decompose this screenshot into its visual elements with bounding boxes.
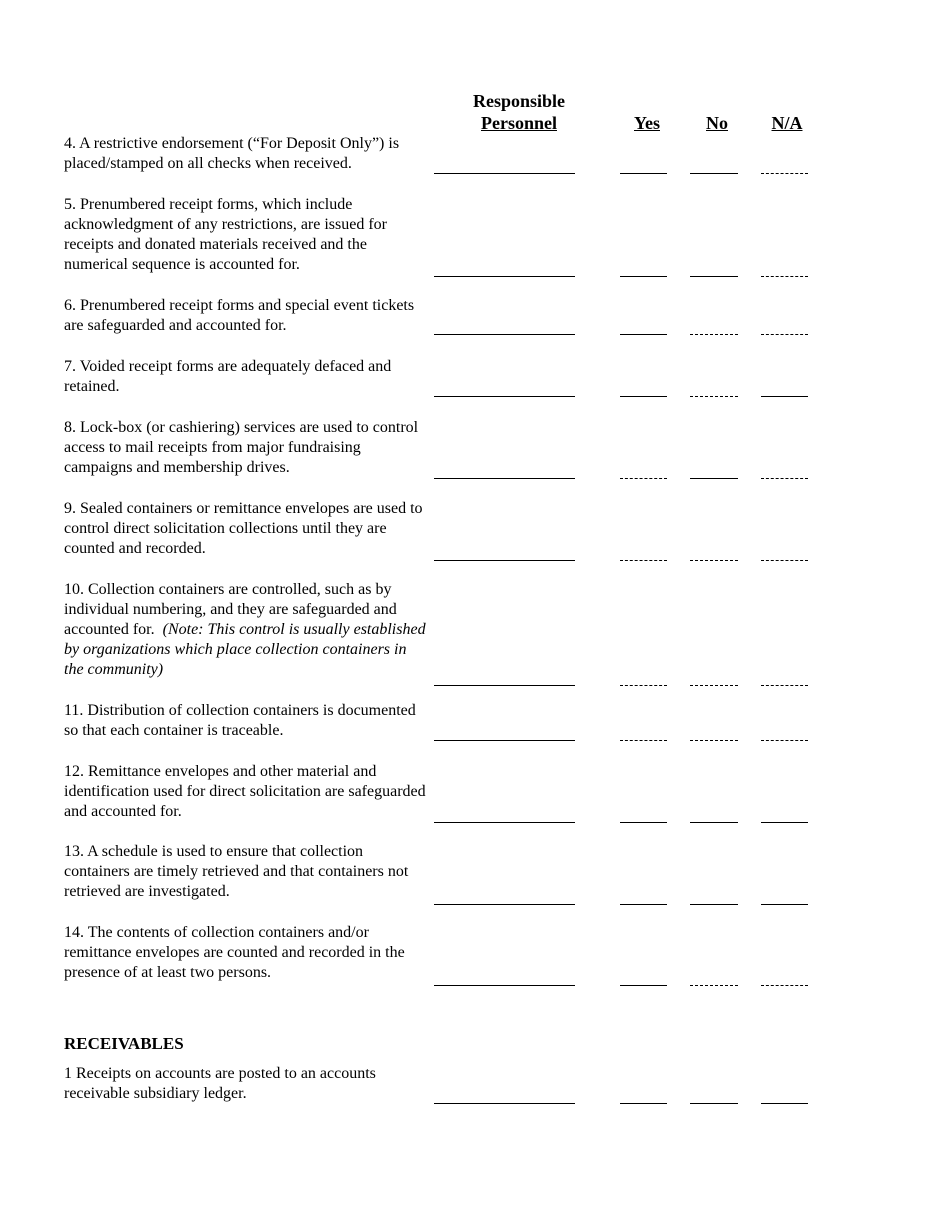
responsible-personnel-blank[interactable] [434, 740, 575, 741]
responsible-header-line2: Personnel [481, 113, 557, 133]
responsible-personnel-blank[interactable] [434, 985, 575, 986]
no-blank[interactable] [690, 276, 738, 277]
receivables-item-1: 1 Receipts on accounts are posted to an accounts receivable subsidiary ledger. [64, 1065, 376, 1102]
yes-blank[interactable] [620, 904, 667, 905]
responsible-personnel-blank[interactable] [434, 822, 575, 823]
yes-blank[interactable] [620, 478, 667, 479]
no-blank[interactable] [690, 173, 738, 174]
na-blank[interactable] [761, 478, 808, 479]
no-blank[interactable] [690, 478, 738, 479]
responsible-header-line1: Responsible [472, 91, 566, 111]
na-blank[interactable] [761, 334, 808, 335]
na-blank[interactable] [761, 740, 808, 741]
yes-blank[interactable] [620, 685, 667, 686]
na-blank[interactable] [761, 904, 808, 905]
responsible-personnel-blank[interactable] [434, 173, 575, 174]
na-blank[interactable] [761, 985, 808, 986]
no-blank[interactable] [690, 985, 738, 986]
na-blank[interactable] [761, 396, 808, 397]
yes-blank[interactable] [620, 276, 667, 277]
yes-blank[interactable] [620, 740, 667, 741]
checklist-item-10-text: 10. Collection containers are controlled, such as by individual numbering, and they are safeguarded and accounted for. [64, 581, 397, 638]
receivables-section-title: RECEIVABLES [64, 1034, 184, 1053]
responsible-personnel-blank[interactable] [434, 334, 575, 335]
no-column-header: No [706, 113, 728, 133]
checklist-item-11: 11. Distribution of collection containers is documented so that each container is traceable. [64, 702, 416, 739]
yes-column-header: Yes [634, 113, 660, 133]
responsible-personnel-blank[interactable] [434, 1103, 575, 1104]
responsible-personnel-blank[interactable] [434, 276, 575, 277]
na-blank[interactable] [761, 276, 808, 277]
checklist-item-10-note: (Note: This control is usually established by organizations which place collection containers in the community) [64, 621, 426, 678]
responsible-personnel-blank[interactable] [434, 396, 575, 397]
na-blank[interactable] [761, 173, 808, 174]
na-blank[interactable] [761, 1103, 808, 1104]
yes-blank[interactable] [620, 396, 667, 397]
checklist-item-12: 12. Remittance envelopes and other material and identification used for direct solicitation are safeguarded and accounted for. [64, 763, 426, 820]
no-blank[interactable] [690, 904, 738, 905]
responsible-personnel-blank[interactable] [434, 478, 575, 479]
yes-blank[interactable] [620, 985, 667, 986]
checklist-item-14: 14. The contents of collection containers and/or remittance envelopes are counted and recorded in the presence of at least two persons. [64, 924, 405, 981]
no-blank[interactable] [690, 685, 738, 686]
checklist-item-4: 4. A restrictive endorsement (“For Deposit Only”) is placed/stamped on all checks when received. [64, 135, 400, 172]
responsible-personnel-blank[interactable] [434, 560, 575, 561]
responsible-personnel-header [434, 90, 604, 134]
yes-blank[interactable] [620, 560, 667, 561]
no-blank[interactable] [690, 1103, 738, 1104]
no-blank[interactable] [690, 334, 738, 335]
na-blank[interactable] [761, 685, 808, 686]
checklist-item-13: 13. A schedule is used to ensure that collection containers are timely retrieved and that containers not retrieved are investigated. [64, 843, 409, 900]
yes-blank[interactable] [620, 1103, 667, 1104]
no-blank[interactable] [690, 740, 738, 741]
responsible-personnel-blank[interactable] [434, 904, 575, 905]
checklist-item-9: 9. Sealed containers or remittance envelopes are used to control direct solicitation collections until they are counted and recorded. [64, 500, 423, 557]
no-blank[interactable] [690, 822, 738, 823]
checklist-item-8: 8. Lock-box (or cashiering) services are used to control access to mail receipts from major fundraising campaigns and membership drives. [64, 419, 419, 476]
na-blank[interactable] [761, 560, 808, 561]
na-blank[interactable] [761, 822, 808, 823]
yes-blank[interactable] [620, 173, 667, 174]
checklist-item-7: 7. Voided receipt forms are adequately defaced and retained. [64, 358, 392, 395]
responsible-personnel-blank[interactable] [434, 685, 575, 686]
checklist-item-10 [64, 580, 429, 680]
na-column-header: N/A [771, 113, 803, 133]
no-blank[interactable] [690, 560, 738, 561]
checklist-item-5: 5. Prenumbered receipt forms, which include acknowledgment of any restrictions, are issued for receipts and donated materials received and the numerical sequence is accounted for. [64, 196, 388, 273]
checklist-item-6: 6. Prenumbered receipt forms and special event tickets are safeguarded and accounted for. [64, 297, 415, 334]
yes-blank[interactable] [620, 334, 667, 335]
no-blank[interactable] [690, 396, 738, 397]
yes-blank[interactable] [620, 822, 667, 823]
